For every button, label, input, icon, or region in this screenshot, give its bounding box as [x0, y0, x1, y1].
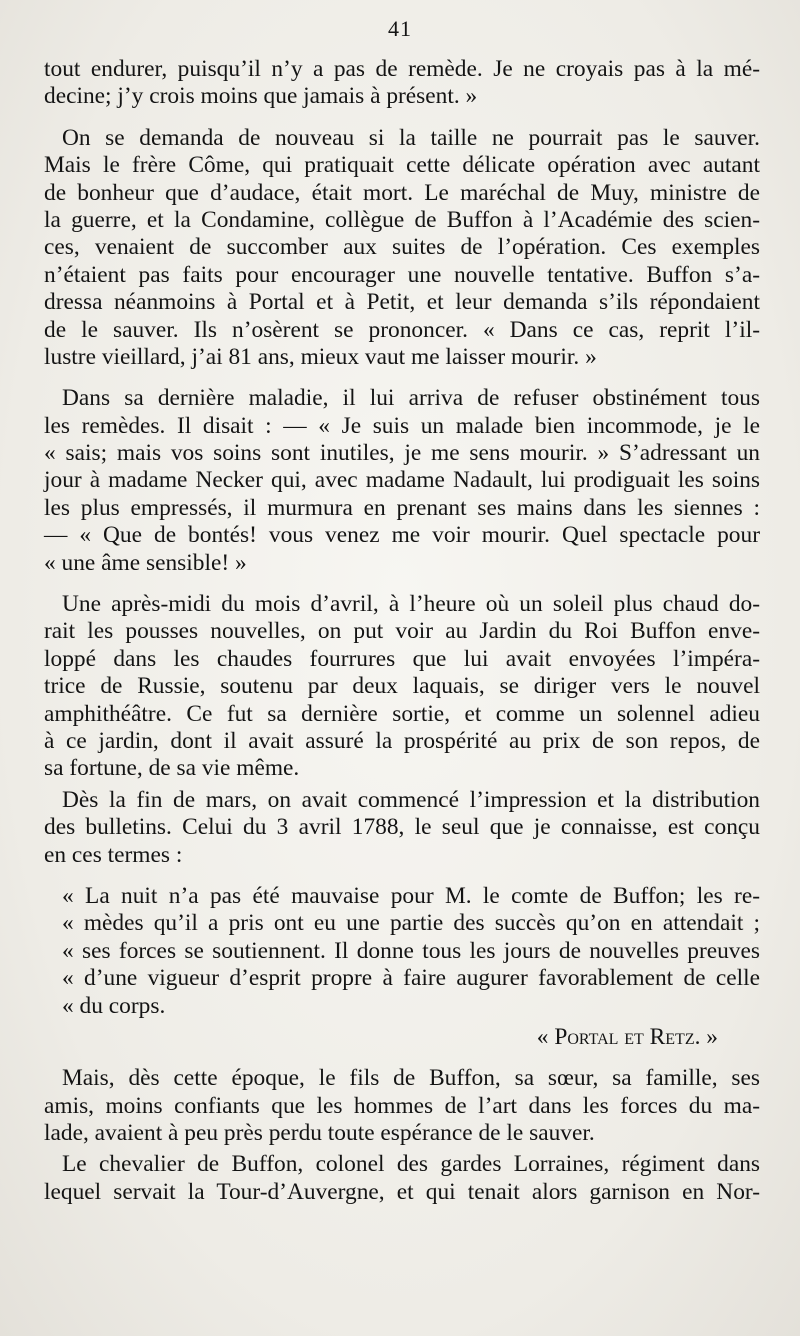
quoted-bulletin: [44, 883, 760, 1020]
paragraph-maladie: [44, 385, 760, 577]
text-line: Une après-midi du mois d’avril, à l’heure où un soleil plus chaud do-: [62, 591, 760, 618]
text-line: tout endurer, puisqu’il n’y a pas de remède. Je ne croyais pas à la mé-: [44, 56, 760, 82]
bulletin-signature: « Portal et Retz. »: [536, 1023, 718, 1050]
text-line: Le chevalier de Buffon, colonel des gardes Lorraines, régiment dans: [62, 1151, 760, 1178]
text-line: jour à madame Necker qui, avec madame Nadault, lui prodiguait les soins: [44, 467, 760, 494]
text-line: Mais, dès cette époque, le fils de Buffon, sa sœur, sa famille, ses: [62, 1065, 760, 1092]
text-line: amis, moins confiants que les hommes de l’art dans les forces du ma-: [44, 1092, 760, 1119]
text-line: les plus empressés, il murmura en prenant ses mains dans les siennes :: [44, 494, 760, 521]
text-line: amphithéâtre. Ce fut sa dernière sortie, et comme un solennel adieu: [44, 700, 760, 727]
text-line: « une âme sensible! »: [44, 549, 247, 576]
text-line: trice de Russie, soutenu par deux laquais, se diriger vers le nouvel: [44, 673, 760, 700]
text-line: rait les pousses nouvelles, on put voir au Jardin du Roi Buffon enve-: [44, 618, 760, 645]
text-line: dressa néanmoins à Portal et à Petit, et leur demanda s’ils répondaient: [44, 289, 760, 316]
text-line: loppé dans les chaudes fourrures que lui avait envoyées l’impéra-: [44, 645, 760, 672]
body-text: [44, 56, 760, 1206]
text-line: « mèdes qu’il a pris ont eu une partie des succès qu’on en attendait ;: [62, 910, 760, 937]
paragraph-bulletins: [44, 787, 760, 869]
text-line: Dès la fin de mars, on avait commencé l’impression et la distribution: [62, 786, 760, 813]
text-line: « du corps.: [62, 992, 166, 1019]
paragraph-continuation: [44, 56, 760, 111]
text-line: On se demanda de nouveau si la taille ne pourrait pas le sauver.: [62, 124, 760, 151]
paragraph-taille: [44, 125, 760, 372]
text-line: Dans sa dernière maladie, il lui arriva de refuser obstinément tous: [62, 385, 760, 412]
text-line: de le sauver. Ils n’osèrent se prononcer. « Dans ce cas, reprit l’il-: [44, 316, 760, 343]
paragraph-famille: [44, 1065, 760, 1147]
text-line: « sais; mais vos soins sont inutiles, je me sens mourir. » S’adressant un: [44, 440, 760, 467]
text-line: decine; j’y crois moins que jamais à présent. »: [44, 83, 478, 110]
text-line: ces, venaient de succomber aux suites de l’opération. Ces exemples: [44, 234, 760, 261]
paragraph-chevalier: [44, 1151, 760, 1206]
text-line: « La nuit n’a pas été mauvaise pour M. le comte de Buffon; les re-: [62, 882, 760, 909]
text-line: des bulletins. Celui du 3 avril 1788, le seul que je connaisse, est conçu: [44, 814, 760, 841]
text-line: n’étaient pas faits pour encourager une nouvelle tentative. Buffon s’a-: [44, 261, 760, 288]
text-line: à ce jardin, dont il avait assuré la prospérité au prix de son repos, de: [44, 727, 760, 754]
text-line: sa fortune, de sa vie même.: [44, 755, 300, 782]
page-number: 41: [388, 16, 412, 41]
text-line: la guerre, et la Condamine, collègue de Buffon à l’Académie des scien-: [44, 206, 760, 233]
text-line: les remèdes. Il disait : — « Je suis un malade bien incommode, je le: [44, 412, 760, 439]
text-line: lequel servait la Tour-d’Auvergne, et qui tenait alors garnison en Nor-: [44, 1178, 760, 1205]
paragraph-jardin: [44, 591, 760, 783]
text-line: « ses forces se soutiennent. Il donne tous les jours de nouvelles preuves: [62, 937, 760, 964]
text-line: lade, avaient à peu près perdu toute espérance de le sauver.: [44, 1120, 595, 1147]
text-line: de bonheur que d’audace, était mort. Le maréchal de Muy, ministre de: [44, 179, 760, 206]
text-line: — « Que de bontés! vous venez me voir mourir. Quel spectacle pour: [44, 522, 760, 549]
text-line: Mais le frère Côme, qui pratiquait cette délicate opération avec autant: [44, 152, 760, 179]
text-line: « d’une vigueur d’esprit propre à faire augurer favorablement de celle: [62, 965, 760, 992]
text-line: en ces termes :: [44, 841, 183, 868]
text-line: lustre vieillard, j’ai 81 ans, mieux vaut me laisser mourir. »: [44, 343, 597, 370]
